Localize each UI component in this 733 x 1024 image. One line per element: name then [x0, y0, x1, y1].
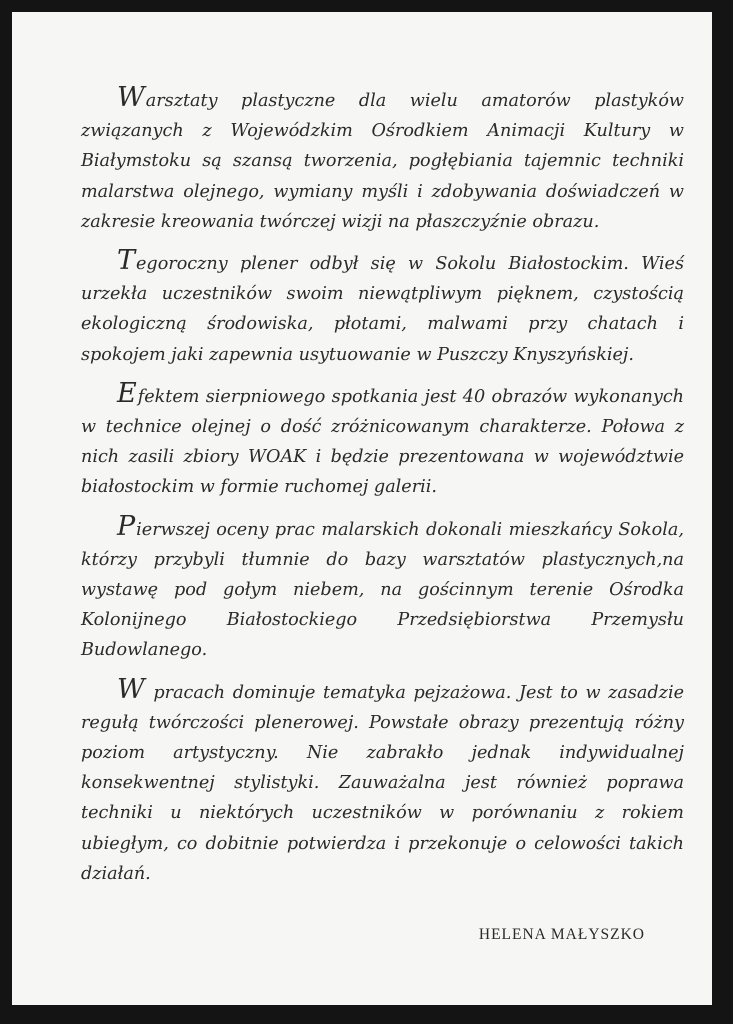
paragraph-5 — [81, 673, 684, 889]
paragraph-5-initial: W — [117, 673, 146, 705]
paragraph-1 — [81, 82, 684, 237]
paragraph-4 — [81, 510, 684, 666]
paragraph-2 — [81, 245, 684, 370]
document-page — [12, 12, 712, 1005]
paragraph-1-text: arsztaty plastyczne dla wielu amatorów plastyków związanych z Wojewódzkim Ośrodkiem Animacji Kultury w Białymstoku są szansą tworzenia, pogłębiania tajemnic techniki malarstwa olejnego, wymiany myśli i zdobywania doświadczeń w zakresie kreowania twórczej wizji na płaszczyźnie obrazu. — [81, 91, 684, 232]
paragraph-1-initial: W — [117, 82, 146, 113]
paragraph-2-text: egoroczny plener odbył się w Sokolu Białostockim. Wieś urzekła uczestników swoim niewątpliwym pięknem, czystością ekologiczną środowiska, płotami, malwami przy chatach i spokojem jaki zapewnia usytuowanie w Puszczy Knyszyńskiej. — [81, 254, 684, 365]
article-body — [81, 82, 684, 901]
paragraph-3-text: fektem sierpniowego spotkania jest 40 obrazów wykonanych w technice olejnej o dość zróżnicowanym charakterze. Połowa z nich zasili zbiory WOAK i będzie prezentowana w województwie białostockim w formie ruchomej galerii. — [81, 386, 684, 498]
author-signature: HELENA MAŁYSZKO — [478, 926, 645, 943]
paragraph-2-initial: T — [117, 245, 137, 277]
paragraph-4-text: ierwszej oceny prac malarskich dokonali mieszkańcy Sokola, którzy przybyli tłumnie do bazy warsztatów plastycznych,na wystawę pod gołym niebem, na gościnnym terenie Ośrodka Kolonijnego Białostockiego Przedsiębiorstwa Przemysłu Budowlanego. — [81, 519, 684, 661]
paragraph-3 — [81, 377, 684, 503]
paragraph-5-text: pracach dominuje tematyka pejzażowa. Jest to w zasadzie regułą twórczości plenerowej. Powstałe obrazy prezentują różny poziom artystyczny. Nie zabrakło jednak indywidualnej konsekwentnej stylistyki. Zauważalna jest również poprawa techniki u niektórych uczestników w porównaniu z rokiem ubiegłym, co dobitnie potwierdza i przekonuje o celowości takich działań. — [81, 682, 684, 884]
paragraph-4-initial: P — [117, 510, 137, 542]
paragraph-3-initial: E — [117, 377, 138, 409]
